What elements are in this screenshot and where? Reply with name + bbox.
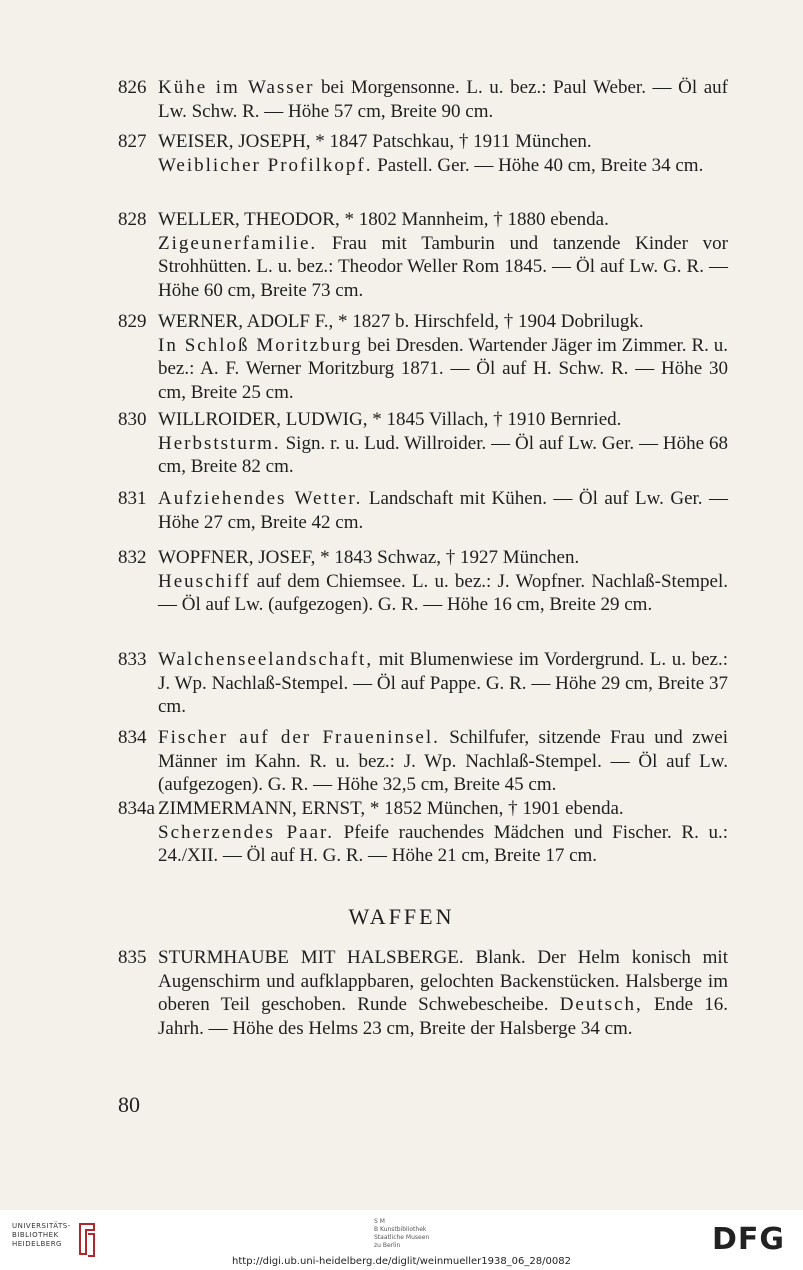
entry-number: 828 xyxy=(118,209,147,230)
entry-title: In Schloß Moritzburg xyxy=(158,334,363,356)
entry-number: 827 xyxy=(118,131,147,152)
entry-title: Heuschiff xyxy=(158,570,251,592)
catalog-entry-827 xyxy=(118,130,728,177)
catalog-entry-826 xyxy=(118,76,728,123)
entry-number: 830 xyxy=(118,409,147,430)
entry-number: 831 xyxy=(118,488,147,509)
entry-title: STURMHAUBE MIT HALSBERGE. xyxy=(158,947,464,968)
entry-description: Sign. r. u. Lud. Willroider. — Öl auf Lw. Ger. — Höhe 68 cm, Breite 82 cm. xyxy=(158,432,728,478)
entry-title: Fischer auf der Fraueninsel. xyxy=(158,727,440,748)
entry-description: Landschaft mit Kühen. — Öl auf Lw. Ger. — Höhe 27 cm, Breite 42 cm. xyxy=(158,488,728,533)
library-stamp: S M B Kunstbibliothek Staatliche Museen zu Berlin xyxy=(374,1218,430,1249)
artist-heading: WELLER, THEODOR, * 1802 Mannheim, † 1880 ebenda. xyxy=(158,209,609,230)
entry-title: Herbststurm. xyxy=(158,432,281,454)
catalog-entry-830 xyxy=(118,408,728,479)
entry-origin: Deutsch, xyxy=(559,994,643,1016)
entry-number: 835 xyxy=(118,947,147,968)
section-heading: WAFFEN xyxy=(348,904,455,929)
permalink-url[interactable]: http://digi.ub.uni-heidelberg.de/diglit/weinmueller1938_06_28/0082 xyxy=(232,1256,571,1267)
entry-title: Kühe im Wasser xyxy=(158,77,315,98)
university-logo-icon xyxy=(76,1220,98,1260)
entry-number: 829 xyxy=(118,311,147,332)
entry-number: 833 xyxy=(118,649,147,670)
catalog-entry-828 xyxy=(118,208,728,302)
catalog-entry-832 xyxy=(118,546,728,617)
entry-description: mit Blumenwiese im Vordergrund. L. u. bez.: J. Wp. Nachlaß-Stempel. — Öl auf Pappe. G. R. — Höhe 29 cm, Breite 37 cm. xyxy=(158,649,728,718)
entry-title: Scherzendes Paar. xyxy=(158,821,335,843)
entry-description: Frau mit Tamburin und tanzende Kinder vor Strohhütten. L. u. bez.: Theodor Weller Rom 1845. — Öl auf Lw. G. R. — Höhe 60 cm, Breite 73 cm. xyxy=(158,232,728,301)
catalog-entry-831 xyxy=(118,487,728,534)
entry-title: Zigeunerfamilie. xyxy=(158,232,318,254)
catalog-entry-835 xyxy=(118,946,728,1040)
entry-description: auf dem Chiemsee. L. u. bez.: J. Wopfner. Nachlaß-Stempel. — Öl auf Lw. (aufgezogen). G. R. — Höhe 16 cm, Breite 29 cm. xyxy=(158,570,728,616)
entry-title: Aufziehendes Wetter. xyxy=(158,488,363,509)
entry-description: Schilfufer, sitzende Frau und zwei Männer im Kahn. R. u. bez.: J. Wp. Nachlaß-Stempel. — Öl auf Lw. (aufgezogen). G. R. — Höhe 32,5 cm, Breite 45 cm. xyxy=(158,727,728,796)
entry-description: Blank. Der Helm konisch mit Augenschirm und aufklappbaren, gelochten Backenstücken. Halsberge im oberen Teil geschoben. Runde Schwebescheibe. xyxy=(158,947,728,1016)
entry-number: 826 xyxy=(118,77,147,98)
entry-dimensions: Ende 16. Jahrh. — Höhe des Helms 23 cm, Breite der Halsberge 34 cm. xyxy=(158,994,728,1039)
viewer-footer xyxy=(0,1210,803,1270)
entry-title: Weiblicher Profilkopf. xyxy=(158,154,373,176)
catalog-entry-834a xyxy=(118,797,728,868)
catalog-entry-829 xyxy=(118,310,728,404)
entry-number: 832 xyxy=(118,547,147,568)
page-number: 80 xyxy=(118,1092,140,1117)
catalog-entry-833 xyxy=(118,648,728,719)
artist-heading: WOPFNER, JOSEF, * 1843 Schwaz, † 1927 München. xyxy=(158,547,580,568)
artist-heading: WILLROIDER, LUDWIG, * 1845 Villach, † 1910 Bernried. xyxy=(158,409,622,430)
dfg-logo: DFG xyxy=(712,1222,786,1257)
artist-heading: WERNER, ADOLF F., * 1827 b. Hirschfeld, † 1904 Dobrilugk. xyxy=(158,311,644,332)
entry-number: 834a xyxy=(118,798,155,819)
artist-heading: WEISER, JOSEPH, * 1847 Patschkau, † 1911 München. xyxy=(158,131,592,152)
entry-title: Walchenseelandschaft, xyxy=(158,649,374,670)
entry-description: bei Dresden. Wartender Jäger im Zimmer. R. u. bez.: A. F. Werner Moritzburg 1871. — Öl auf H. Schw. R. — Höhe 30 cm, Breite 25 cm. xyxy=(158,334,728,403)
university-library-label: UNIVERSITÄTS- BIBLIOTHEK HEIDELBERG xyxy=(12,1222,71,1248)
entry-description: Pastell. Ger. — Höhe 40 cm, Breite 34 cm. xyxy=(372,154,704,176)
entry-number: 834 xyxy=(118,727,147,748)
entry-description: bei Morgensonne. L. u. bez.: Paul Weber. — Öl auf Lw. Schw. R. — Höhe 57 cm, Breite 90 cm. xyxy=(158,77,728,122)
catalog-entry-834 xyxy=(118,726,728,797)
artist-heading: ZIMMERMANN, ERNST, * 1852 München, † 1901 ebenda. xyxy=(158,798,624,819)
entry-description: Pfeife rauchendes Mädchen und Fischer. R. u.: 24./XII. — Öl auf H. G. R. — Höhe 21 cm, Breite 17 cm. xyxy=(158,821,728,867)
